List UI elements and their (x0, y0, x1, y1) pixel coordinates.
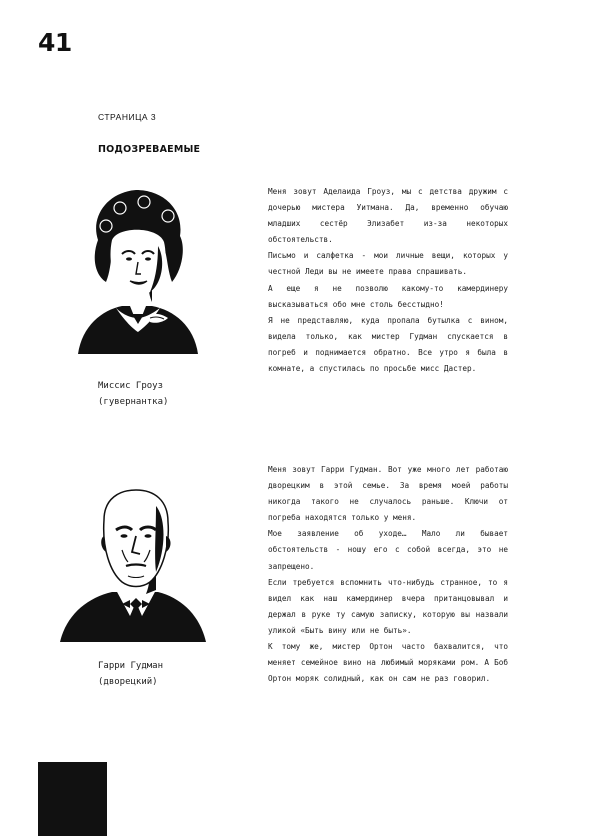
statement-paragraph: Я не представляю, куда пропала бутылка с вином, видела только, как мистер Гудман спускается в погреб и поднимается обратно. Все утро я была в комнате, а спустилась по просьбе мисс Дастер. (268, 315, 508, 374)
statement-paragraph: Если требуется вспомнить что-нибудь странное, то я видел как наш камердинер вчера пританцовывал и держал в руке ту самую записку, которую вы назвали уликой «Быть вину или не быть». (268, 577, 508, 635)
corner-decoration (38, 762, 107, 836)
suspect-statement (268, 184, 508, 377)
man-portrait-icon (60, 486, 210, 644)
statement-paragraph: Меня зовут Гарри Гудман. Вот уже много лет работаю дворецким в этой семье. За время моей работы никогда такого не случалось раньше. Ключи от погреба находятся только у меня. (268, 465, 508, 523)
suspect-role: (дворецкий) (98, 677, 158, 687)
page-number: 41 (38, 28, 72, 57)
section-title: ПОДОЗРЕВАЕМЫЕ (98, 144, 201, 155)
statement-paragraph: Письмо и салфетка - мои личные вещи, которых у честной Леди вы не имеете права спрашивать. (268, 251, 508, 277)
woman-portrait-icon (72, 186, 202, 362)
suspect-caption (98, 378, 238, 410)
statement-paragraph: К тому же, мистер Ортон часто бахвалится, что меняет семейное вино на любимый моряками ром. А Боб Ортон моряк солидный, как он сам не раз говорил. (268, 642, 508, 684)
page-label: СТРАНИЦА 3 (98, 112, 157, 122)
statement-paragraph: А еще я не позволю какому-то камердинеру высказываться обо мне столь бесстыдно! (268, 283, 508, 309)
suspect-name: Миссис Гроуз (98, 381, 164, 391)
statement-paragraph: Мое заявление об уходе… Мало ли бывает обстоятельств - ношу его с собой всегда, это не запрещено. (268, 529, 508, 571)
suspect-name: Гарри Гудман (98, 661, 164, 671)
statement-paragraph: Меня зовут Аделаида Гроуз, мы с детства дружим с дочерью мистера Уитмана. Да, временно обучаю младших сестёр Элизабет из-за некоторых обстоятельств. (268, 187, 508, 245)
suspect-statement (268, 462, 508, 687)
suspect-caption (98, 658, 238, 690)
suspect-role: (гувернантка) (98, 397, 169, 407)
